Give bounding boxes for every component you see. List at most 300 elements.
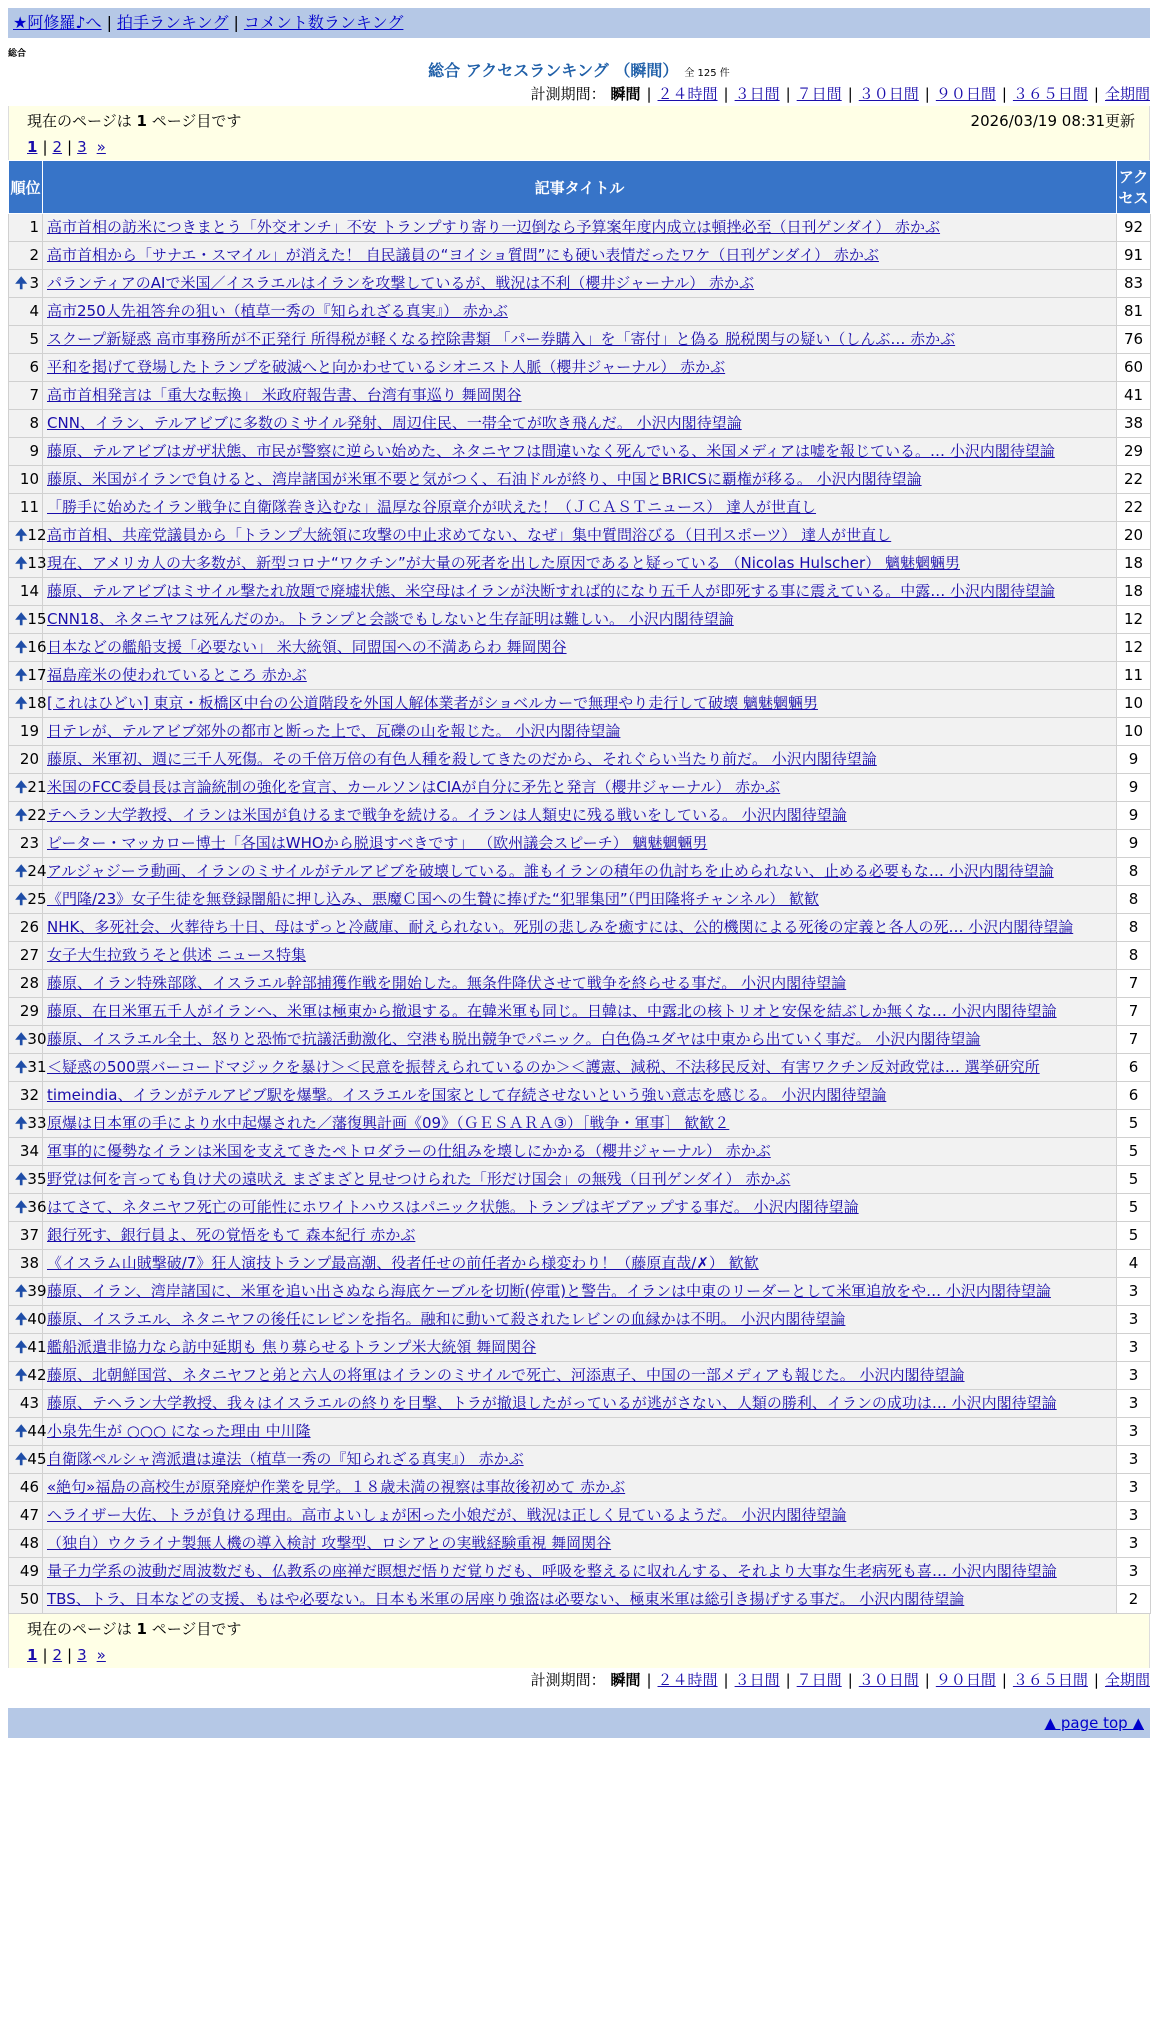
ranking-table (8, 160, 1151, 1614)
rank-number: 12 (27, 526, 47, 544)
table-row (9, 1026, 1151, 1054)
article-link[interactable]: ピーター・マッカロー博士「各国はWHOから脱退すべきです」 （欧州議会スピーチ） 魑魅魍魎男 (47, 834, 708, 852)
access-count: 18 (1117, 578, 1151, 606)
period-selector-bottom: 計測期間： 瞬間 | ２４時間 | ３日間 | ７日間 | ３０日間 | ９０日間 | ３６５日間 | 全期間 (530, 1671, 1150, 1689)
comment-ranking-link[interactable]: コメント数ランキング (243, 13, 404, 32)
table-row (9, 830, 1151, 858)
rank-number: 9 (29, 442, 39, 460)
access-count: 9 (1117, 802, 1151, 830)
access-count: 3 (1117, 1502, 1151, 1530)
rank-up-icon: 🠉 (15, 890, 28, 908)
access-count: 11 (1117, 662, 1151, 690)
rank-number: 50 (19, 1590, 39, 1608)
article-link[interactable]: timeindia、イランがテルアビブ駅を爆撃。イスラエルを国家として存続させないという強い意志を感じる。 小沢内閣待望論 (47, 1086, 887, 1104)
access-count: 8 (1117, 858, 1151, 886)
article-link[interactable]: 《イスラム山賊撃破/7》狂人演技トランプ最高潮、役者任せの前任者から様変わり！（藤原直哉/✗） 歓歓 (47, 1254, 759, 1272)
title-cell (43, 970, 1117, 998)
rank-up-icon: 🠉 (15, 1030, 28, 1048)
article-link[interactable]: ヘライザー大佐、トラが負ける理由。高市よいしょが困った小娘だが、戦況は正しく見ているようだ。 小沢内閣待望論 (47, 1506, 847, 1524)
table-row (9, 998, 1151, 1026)
period-link-7d[interactable]: ７日間 (796, 85, 842, 103)
rank-cell (9, 214, 43, 242)
table-row (9, 1110, 1151, 1138)
access-count: 81 (1117, 298, 1151, 326)
page-wrapper (8, 8, 1150, 1738)
title-cell (43, 438, 1117, 466)
ranking-table-body (9, 214, 1151, 1614)
table-row (9, 634, 1151, 662)
table-row (9, 214, 1151, 242)
article-link[interactable]: 藤原、イラン、湾岸諸国に、米軍を追い出さぬなら海底ケーブルを切断(停電)と警告。イランは中東のリーダーとして米軍追放をや… 小沢内閣待望論 (47, 1282, 1051, 1300)
title-cell (43, 914, 1117, 942)
rank-number: 48 (19, 1534, 39, 1552)
rank-cell (9, 1054, 47, 1082)
rank-number: 8 (29, 414, 39, 432)
rank-number: 13 (27, 554, 47, 572)
table-row (9, 578, 1151, 606)
period-link-90d[interactable]: ９０日間 (935, 85, 996, 103)
rank-up-icon: 🠉 (15, 694, 28, 712)
title-cell (43, 606, 1117, 634)
rank-number: 7 (29, 386, 39, 404)
table-row (9, 270, 1151, 298)
access-count: 4 (1117, 1250, 1151, 1278)
next-page-link[interactable]: » (96, 138, 106, 156)
rank-number: 1 (29, 218, 39, 236)
title-cell (43, 1474, 1117, 1502)
table-row (9, 1278, 1151, 1306)
rank-up-icon: 🠉 (15, 1338, 28, 1356)
rank-cell (9, 522, 47, 550)
access-count: 9 (1117, 830, 1151, 858)
article-link[interactable]: スクープ新疑惑 高市事務所が不正発行 所得税が軽くなる控除書類 「パー券購入」を「寄付」と偽る 脱税関与の疑い（しんぶ… 赤かぶ (47, 330, 956, 348)
article-link[interactable]: アルジャジーラ動画、イランのミサイルがテルアビブを破壊している。誰もイランの積年の仇討ちを止められない、止める必要もな… 小沢内閣待望論 (47, 862, 1054, 880)
period-link-all[interactable]: 全期間 (1104, 1671, 1150, 1689)
table-row (9, 1502, 1151, 1530)
rank-cell (9, 858, 47, 886)
article-link[interactable]: 藤原、在日米軍五千人がイランへ、米軍は極東から撤退する。在韓米軍も同じ。日韓は、中露北の核トリオと安保を結ぶしか無くな… 小沢内閣待望論 (47, 1002, 1057, 1020)
article-link[interactable]: 自衛隊ペルシャ湾派遣は違法（植草一秀の『知られざる真実』） 赤かぶ (47, 1450, 524, 1468)
page-link-1[interactable]: 1 (27, 138, 38, 156)
period-link-3d[interactable]: ３日間 (734, 1671, 780, 1689)
rank-number: 44 (27, 1422, 47, 1440)
article-link[interactable]: 日テレが、テルアビブ郊外の都市と断った上で、瓦礫の山を報じた。 小沢内閣待望論 (47, 722, 621, 740)
table-row (9, 466, 1151, 494)
page-link-2[interactable]: 2 (52, 138, 63, 156)
article-link[interactable]: 藤原、テルアビブはミサイル撃たれ放題で廃墟状態、米空母はイランが決断すれば的になり五千人が即死する事に震えている。中露… 小沢内閣待望論 (47, 582, 1055, 600)
table-row (9, 1334, 1151, 1362)
access-count: 12 (1117, 634, 1151, 662)
access-count: 8 (1117, 942, 1151, 970)
title-cell (43, 270, 1117, 298)
rank-number: 38 (19, 1254, 39, 1272)
title-cell (43, 578, 1117, 606)
rank-cell (9, 802, 47, 830)
article-link[interactable]: 藤原、米軍初、週に三千人死傷。その千倍万倍の有色人種を殺してきたのだから、それぐらい当たり前だ。 小沢内閣待望論 (47, 750, 877, 768)
table-row (9, 1082, 1151, 1110)
title-cell (43, 1446, 1117, 1474)
rank-up-icon: 🠉 (15, 806, 28, 824)
nav-separator: | (106, 13, 112, 32)
title-cell (43, 802, 1117, 830)
rank-cell (9, 914, 43, 942)
article-link[interactable]: （独自）ウクライナ製無人機の導入検討 攻撃型、ロシアとの実戦経験重視 舞岡関谷 (47, 1534, 612, 1552)
title-cell (43, 1194, 1117, 1222)
access-count: 10 (1117, 718, 1151, 746)
article-link[interactable]: はてさて、ネタニヤフ死亡の可能性にホワイトハウスはパニック状態。トランプはギブアップする事だ。 小沢内閣待望論 (47, 1198, 859, 1216)
rank-number: 40 (27, 1310, 47, 1328)
access-count: 22 (1117, 466, 1151, 494)
article-link[interactable]: CNN、イラン、テルアビブに多数のミサイル発射、周辺住民、一帯全てが吹き飛んだ。 小沢内閣待望論 (47, 414, 742, 432)
access-count: 18 (1117, 550, 1151, 578)
article-link[interactable]: 《門隆/23》女子生徒を無登録闇船に押し込み、悪魔Ｃ国への生贄に捧げた“犯罪集団”（門田隆将チャンネル） 歓歓 (47, 890, 819, 908)
title-cell (43, 942, 1117, 970)
access-count: 5 (1117, 1138, 1151, 1166)
rank-number: 23 (19, 834, 39, 852)
table-row (9, 1362, 1151, 1390)
table-row (9, 1250, 1151, 1278)
rank-cell (9, 1026, 47, 1054)
rank-number: 16 (27, 638, 47, 656)
title-cell (43, 1502, 1117, 1530)
page-link-2[interactable]: 2 (52, 1646, 63, 1664)
article-link[interactable]: 米国のFCC委員長は言論統制の強化を宣言、カールソンはCIAが自分に矛先と発言（櫻井ジャーナル） 赤かぶ (47, 778, 781, 796)
title-cell (43, 1054, 1117, 1082)
access-count: 3 (1117, 1362, 1151, 1390)
title-cell (43, 1306, 1117, 1334)
period-label: 計測期間： (530, 85, 606, 103)
period-link-365d[interactable]: ３６５日間 (1012, 85, 1088, 103)
article-link[interactable]: 女子大生拉致うそと供述 ニュース特集 (47, 946, 307, 964)
page-links: 1 | 2 | 3 » (27, 138, 106, 156)
title-cell (43, 1362, 1117, 1390)
rank-number: 19 (19, 722, 39, 740)
rank-number: 25 (27, 890, 47, 908)
rank-up-icon: 🠉 (15, 1422, 28, 1440)
rank-number: 3 (29, 274, 39, 292)
rank-number: 5 (29, 330, 39, 348)
rank-cell (9, 662, 47, 690)
rank-cell (9, 970, 43, 998)
rank-cell (9, 1446, 47, 1474)
period-link-7d[interactable]: ７日間 (796, 1671, 842, 1689)
page-top-link[interactable]: ▲ page top ▲ (1044, 1714, 1144, 1732)
table-row (9, 326, 1151, 354)
table-row (9, 438, 1151, 466)
rank-number: 2 (29, 246, 39, 264)
access-count: 92 (1117, 214, 1151, 242)
title-cell (43, 466, 1117, 494)
period-selector-top: 計測期間： 瞬間 | ２４時間 | ３日間 | ７日間 | ３０日間 | ９０日間 | ３６５日間 | 全期間 (530, 85, 1150, 103)
article-link[interactable]: 藤原、米国がイランで負けると、湾岸諸国が米軍不要と気がつく、石油ドルが終り、中国とBRICSに覇権が移る。 小沢内閣待望論 (47, 470, 922, 488)
access-count: 9 (1117, 774, 1151, 802)
table-row (9, 1446, 1151, 1474)
article-link[interactable]: 高市首相から「サナエ・スマイル」が消えた！ 自民議員の“ヨイショ質問”にも硬い表情だったワケ（日刊ゲンダイ） 赤かぶ (47, 246, 879, 264)
access-count: 3 (1117, 1558, 1151, 1586)
access-count: 20 (1117, 522, 1151, 550)
article-link[interactable]: TBS、トラ、日本などの支援、もはや必要ない。日本も米軍の居座り強盗は必要ない、極東米軍は総引き揚げする事だ。 小沢内閣待望論 (47, 1590, 965, 1608)
article-link[interactable]: 「勝手に始めたイラン戦争に自衛隊巻き込むな」温厚な谷原章介が吠えた！（ＪＣＡＳＴニュース） 達人が世直し (47, 498, 817, 516)
footer-bar (8, 1708, 1150, 1738)
table-row (9, 1166, 1151, 1194)
title-cell (43, 382, 1117, 410)
period-link-all[interactable]: 全期間 (1104, 85, 1150, 103)
col-header-rank: 順位 (9, 161, 43, 214)
period-link-24h[interactable]: ２４時間 (657, 85, 718, 103)
rank-cell (9, 1558, 43, 1586)
article-link[interactable]: 藤原、テルアビブはガザ状態、市民が警察に逆らい始めた、ネタニヤフは間違いなく死んでいる、米国メディアは嘘を報じている。… 小沢内閣待望論 (47, 442, 1055, 460)
table-row (9, 802, 1151, 830)
table-row (9, 942, 1151, 970)
title-cell (43, 1390, 1117, 1418)
rank-number: 28 (19, 974, 39, 992)
access-count: 9 (1117, 746, 1151, 774)
rank-cell (9, 466, 43, 494)
rank-cell (9, 1418, 47, 1446)
table-row (9, 1586, 1151, 1614)
updated-timestamp: 2026/03/19 08:31更新 (970, 112, 1135, 130)
table-row (9, 382, 1151, 410)
rank-number: 41 (27, 1338, 47, 1356)
access-count: 60 (1117, 354, 1151, 382)
title-cell (43, 242, 1117, 270)
access-count: 29 (1117, 438, 1151, 466)
table-row (9, 1474, 1151, 1502)
rank-cell (9, 1530, 43, 1558)
article-link[interactable]: 原爆は日本軍の手により水中起爆された／藩復興計画《09》（ＧＥＳＡＲＡ③）［戦争・軍事］ 歓歓２ (47, 1114, 730, 1132)
article-link[interactable]: 藤原、北朝鮮国営、ネタニヤフと弟と六人の将軍はイランのミサイルで死亡、河添恵子、中国の一部メディアも報じた。 小沢内閣待望論 (47, 1366, 965, 1384)
rank-cell (9, 326, 43, 354)
top-nav-bar (8, 8, 1150, 38)
rank-number: 37 (19, 1226, 39, 1244)
rank-cell (9, 1390, 43, 1418)
rank-up-icon: 🠉 (15, 1282, 28, 1300)
next-page-link[interactable]: » (96, 1646, 106, 1664)
period-link-24h[interactable]: ２４時間 (657, 1671, 718, 1689)
rank-cell (9, 550, 47, 578)
table-row (9, 1418, 1151, 1446)
rank-number: 45 (27, 1450, 47, 1468)
table-row (9, 494, 1151, 522)
title-cell (43, 1278, 1117, 1306)
article-link[interactable]: 現在、アメリカ人の大多数が、新型コロナ“ワクチン”が大量の死者を出した原因であると疑っている （Nicolas Hulscher） 魑魅魍魎男 (47, 554, 960, 572)
page-title: 総合 アクセスランキング （瞬間） (428, 61, 679, 80)
rank-cell (9, 634, 47, 662)
access-count: 38 (1117, 410, 1151, 438)
article-link[interactable]: 藤原、イスラエル全土、怒りと恐怖で抗議活動激化、空港も脱出競争でパニック。白色偽ユダヤは中東から出ていく事だ。 小沢内閣待望論 (47, 1030, 981, 1048)
rank-number: 22 (27, 806, 47, 824)
article-link[interactable]: 福島産米の使われているところ 赤かぶ (47, 666, 307, 684)
period-link-30d[interactable]: ３０日間 (858, 85, 919, 103)
table-row (9, 662, 1151, 690)
rank-cell (9, 1250, 43, 1278)
article-link[interactable]: CNN18、ネタニヤフは死んだのか。トランプと会談でもしないと生存証明は難しい。 小沢内閣待望論 (47, 610, 734, 628)
article-link[interactable]: 高市250人先祖答弁の狙い（植草一秀の『知られざる真実』） 赤かぶ (47, 302, 508, 320)
rank-number: 27 (19, 946, 39, 964)
access-count: 5 (1117, 1222, 1151, 1250)
rank-cell (9, 410, 43, 438)
article-link[interactable]: 高市首相発言は「重大な転換」 米政府報告書、台湾有事巡り 舞岡関谷 (47, 386, 522, 404)
access-count: 91 (1117, 242, 1151, 270)
access-count: 3 (1117, 1418, 1151, 1446)
article-link[interactable]: 平和を掲げて登場したトランプを破滅へと向かわせているシオニスト人脈（櫻井ジャーナル） 赤かぶ (47, 358, 726, 376)
rank-number: 10 (19, 470, 39, 488)
rank-number: 24 (27, 862, 47, 880)
total-count: 全 125 件 (684, 68, 730, 79)
home-link[interactable]: ★阿修羅♪へ (13, 13, 102, 32)
rank-up-icon: 🠉 (15, 610, 28, 628)
title-cell (43, 1250, 1117, 1278)
article-link[interactable]: 艦船派遣非協力なら訪中延期も 焦り募らせるトランプ米大統領 舞岡関谷 (47, 1338, 537, 1356)
rank-up-icon: 🠉 (15, 1450, 28, 1468)
article-link[interactable]: 藤原、テヘラン大学教授、我々はイスラエルの終りを目撃、トラが撤退したがっているが逃がさない、人類の勝利、イランの成功は… 小沢内閣待望論 (47, 1394, 1057, 1412)
rank-number: 39 (27, 1282, 47, 1300)
access-count: 6 (1117, 1054, 1151, 1082)
article-link[interactable]: 野党は何を言っても負け犬の遠吠え まざまざと見せつけられた「形だけ国会」の無残（日刊ゲンダイ） 赤かぶ (47, 1170, 791, 1188)
table-row (9, 1558, 1151, 1586)
table-row (9, 690, 1151, 718)
rank-cell (9, 1138, 43, 1166)
article-link[interactable]: NHK、多死社会、火葬待ち十日、母はずっと冷蔵庫、耐えられない。死別の悲しみを癒すには、公的機関による死後の定義と各人の死… 小沢内閣待望論 (47, 918, 1074, 936)
title-cell (43, 774, 1117, 802)
table-row (9, 550, 1151, 578)
title-cell (43, 1586, 1117, 1614)
page-links: 1 | 2 | 3 » (27, 1646, 106, 1664)
rank-number: 35 (27, 1170, 47, 1188)
rank-number: 30 (27, 1030, 47, 1048)
article-link[interactable]: テヘラン大学教授、イランは米国が負けるまで戦争を続ける。イランは人類史に残る戦いをしている。 小沢内閣待望論 (47, 806, 847, 824)
article-link[interactable]: 高市首相の訪米につきまとう「外交オンチ」不安 トランプすり寄り一辺倒なら予算案年度内成立は頓挫必至（日刊ゲンダイ） 赤かぶ (47, 218, 941, 236)
col-header-title: 記事タイトル (43, 161, 1117, 214)
title-cell (43, 1222, 1117, 1250)
rank-cell (9, 998, 43, 1026)
title-cell (43, 746, 1117, 774)
rank-cell (9, 746, 43, 774)
article-link[interactable]: パランティアのAIで米国／イスラエルはイランを攻撃しているが、戦況は不利（櫻井ジャーナル） 赤かぶ (47, 274, 755, 292)
table-row (9, 914, 1151, 942)
rank-cell (9, 438, 43, 466)
article-link[interactable]: 小泉先生が ○○○ になった理由 中川隆 (47, 1422, 311, 1440)
page-link-3[interactable]: 3 (77, 138, 87, 156)
rank-cell (9, 298, 43, 326)
access-count: 12 (1117, 606, 1151, 634)
access-count: 5 (1117, 1194, 1151, 1222)
rank-cell (9, 690, 47, 718)
table-row (9, 718, 1151, 746)
current-page-text: 現在のページは 1 ページ目です (27, 1620, 242, 1638)
access-count: 3 (1117, 1530, 1151, 1558)
rank-cell (9, 354, 43, 382)
period-link-3d[interactable]: ３日間 (734, 85, 780, 103)
article-link[interactable]: 日本などの艦船支援「必要ない」 米大統領、同盟国への不満あらわ 舞岡関谷 (47, 638, 567, 656)
table-row (9, 522, 1151, 550)
rank-number: 29 (19, 1002, 39, 1020)
article-link[interactable]: 藤原、イラン特殊部隊、イスラエル幹部捕獲作戦を開始した。無条件降伏させて戦争を終らせる事だ。 小沢内閣待望論 (47, 974, 847, 992)
article-link[interactable]: 量子力学系の波動だ周波数だも、仏教系の座禅だ瞑想だ悟りだ覚りだも、呼吸を整えるに収れんする、それより大事な生老病死も喜… 小沢内閣待望論 (47, 1562, 1057, 1580)
clap-ranking-link[interactable]: 拍手ランキング (116, 13, 229, 32)
table-row (9, 606, 1151, 634)
page-link-3[interactable]: 3 (77, 1646, 87, 1664)
access-count: 7 (1117, 970, 1151, 998)
page-link-1[interactable]: 1 (27, 1646, 38, 1664)
access-count: 8 (1117, 914, 1151, 942)
rank-cell (9, 886, 47, 914)
title-cell (43, 298, 1117, 326)
rank-cell (9, 270, 43, 298)
article-link[interactable]: ＜疑惑の500票バーコードマジックを暴け＞＜民意を振替えられているのか＞＜護憲、減税、不法移民反対、有害ワクチン反対政党は… 選挙研究所 (47, 1058, 1040, 1076)
table-row (9, 354, 1151, 382)
rank-cell (9, 1166, 47, 1194)
title-cell (43, 886, 1117, 914)
nav-separator: | (233, 13, 239, 32)
table-row (9, 1390, 1151, 1418)
article-link[interactable]: «絶句»福島の高校生が原発廃炉作業を見学。１８歳未満の視察は事故後初めて 赤かぶ (47, 1478, 626, 1496)
access-count: 5 (1117, 1110, 1151, 1138)
article-link[interactable]: 高市首相、共産党議員から「トランプ大統領に攻撃の中止求めてない、なぜ」集中質問浴びる（日刊スポーツ） 達人が世直し (47, 526, 892, 544)
article-link[interactable]: 藤原、イスラエル、ネタニヤフの後任にレビンを指名。融和に動いて殺されたレビンの血縁かは不明。 小沢内閣待望論 (47, 1310, 846, 1328)
article-link[interactable]: 軍事的に優勢なイランは米国を支えてきたペトロダラーの仕組みを壊しにかかる（櫻井ジャーナル） 赤かぶ (47, 1142, 771, 1160)
rank-up-icon: 🠉 (15, 1170, 28, 1188)
rank-number: 4 (29, 302, 39, 320)
rank-number: 15 (27, 610, 47, 628)
rank-cell (9, 1110, 47, 1138)
rank-number: 47 (19, 1506, 39, 1524)
title-cell (43, 1026, 1117, 1054)
access-count: 76 (1117, 326, 1151, 354)
title-cell (43, 1558, 1117, 1586)
table-row (9, 410, 1151, 438)
period-link-30d[interactable]: ３０日間 (858, 1671, 919, 1689)
rank-number: 6 (29, 358, 39, 376)
rank-number: 31 (27, 1058, 47, 1076)
rank-cell (9, 1222, 43, 1250)
rank-cell (9, 774, 47, 802)
rank-number: 42 (27, 1366, 47, 1384)
rank-up-icon: 🠉 (15, 638, 28, 656)
rank-cell (9, 718, 43, 746)
rank-up-icon: 🠉 (15, 1058, 28, 1076)
rank-cell (9, 494, 43, 522)
period-label: 計測期間： (530, 1671, 606, 1689)
rank-up-icon: 🠉 (15, 1366, 28, 1384)
col-header-count: アクセス (1117, 161, 1151, 214)
access-count: 3 (1117, 1278, 1151, 1306)
table-row (9, 774, 1151, 802)
rank-number: 36 (27, 1198, 47, 1216)
title-cell (43, 410, 1117, 438)
table-row (9, 1306, 1151, 1334)
pager-top (8, 106, 1150, 160)
table-row (9, 746, 1151, 774)
article-link[interactable]: 銀行死す、銀行員よ、死の覚悟をもて 森本紀行 赤かぶ (47, 1226, 416, 1244)
title-cell (43, 1166, 1117, 1194)
access-count: 5 (1117, 1166, 1151, 1194)
period-active: 瞬間 (610, 85, 641, 103)
title-cell (43, 214, 1117, 242)
title-cell (43, 1138, 1117, 1166)
period-link-365d[interactable]: ３６５日間 (1012, 1671, 1088, 1689)
title-cell (43, 858, 1117, 886)
table-row (9, 858, 1151, 886)
article-link[interactable]: [これはひどい] 東京・板橋区中台の公道階段を外国人解体業者がショベルカーで無理やり走行して破壊 魑魅魍魎男 (47, 694, 818, 712)
rank-cell (9, 1586, 43, 1614)
access-count: 3 (1117, 1390, 1151, 1418)
rank-cell (9, 942, 43, 970)
rank-number: 26 (19, 918, 39, 936)
access-count: 3 (1117, 1474, 1151, 1502)
period-link-90d[interactable]: ９０日間 (935, 1671, 996, 1689)
rank-up-icon: 🠉 (15, 526, 28, 544)
